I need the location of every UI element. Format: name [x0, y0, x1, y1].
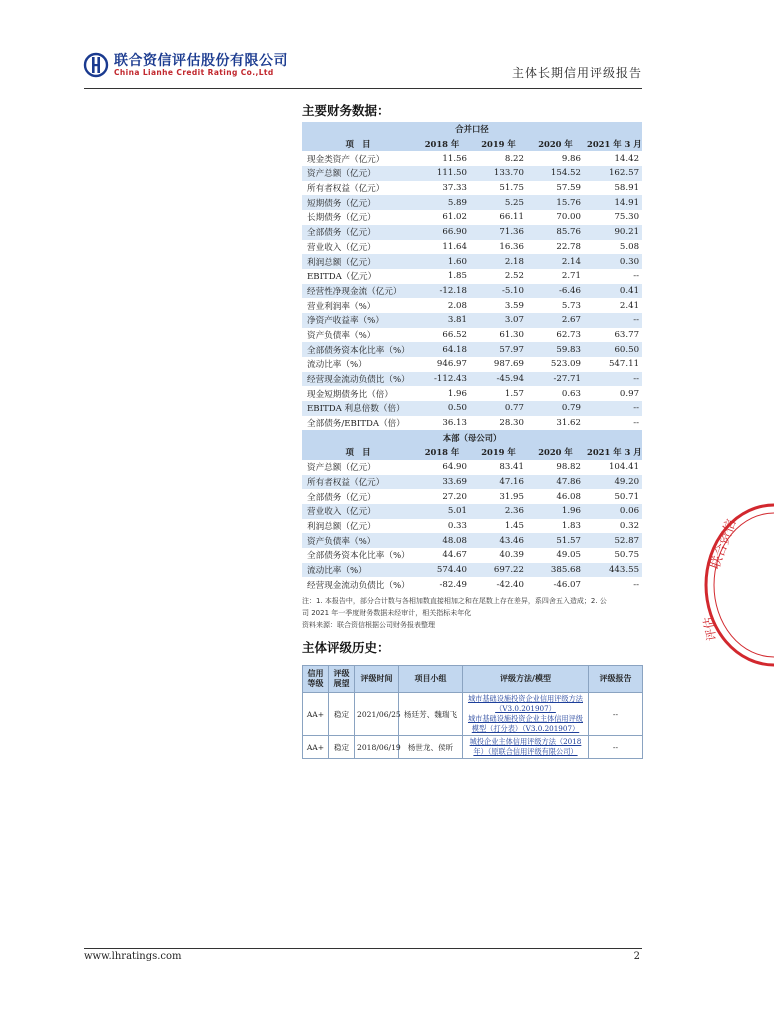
cell-value: 0.97: [619, 388, 640, 399]
table-row: [302, 151, 642, 166]
table-row: [302, 269, 642, 284]
table-row: [302, 504, 642, 519]
table-row: [302, 460, 642, 475]
column-header: 2021 年 3 月: [584, 445, 642, 460]
history-team: 杨廷芳、魏瑞飞: [399, 693, 463, 736]
row-label: 长期债务（亿元）: [307, 213, 376, 224]
column-header: 2019 年: [470, 137, 527, 152]
row-label: 利润总额（亿元）: [307, 521, 376, 532]
cell-value: --: [633, 418, 640, 429]
cell-value: 9.86: [561, 153, 581, 164]
table-row: [302, 548, 642, 563]
column-header: 2019 年: [470, 445, 527, 460]
cell-value: 0.63: [561, 388, 581, 399]
company-name-cn: 联合资信评估股份有限公司: [114, 53, 288, 69]
cell-value: 523.09: [550, 359, 581, 370]
row-label: 现金类资产（亿元）: [307, 154, 385, 165]
cell-value: -6.46: [527, 284, 584, 299]
cell-value: 43.46: [470, 533, 527, 548]
cell-value: 33.69: [414, 475, 470, 490]
financial-data-table: [302, 122, 642, 592]
cell-value: 70.00: [556, 212, 581, 223]
cell-value: 5.08: [619, 241, 640, 252]
cell-value: 1.83: [561, 520, 581, 531]
cell-value: 5.25: [470, 195, 527, 210]
column-header: 项 目: [302, 445, 414, 460]
column-header: 2020 年: [527, 445, 584, 460]
svg-text:联合资信: 联合资信: [707, 517, 740, 572]
table-header-row: [302, 137, 642, 152]
cell-value: 946.97: [436, 359, 467, 370]
cell-value: 98.82: [556, 462, 581, 473]
table-row: [302, 313, 642, 328]
cell-value: 133.70: [470, 166, 527, 181]
table-row: [302, 386, 642, 401]
table-row: [302, 372, 642, 387]
cell-value: -46.07: [553, 579, 581, 590]
cell-value: 15.76: [527, 195, 584, 210]
row-label: 营业收入（亿元）: [302, 504, 414, 519]
cell-value: 8.22: [504, 153, 524, 164]
cell-value: 1.96: [447, 388, 467, 399]
page-number: 2: [633, 951, 640, 962]
cell-value: 987.69: [493, 359, 524, 370]
cell-value: 11.64: [442, 241, 467, 252]
row-label: 全部债务（亿元）: [302, 225, 414, 240]
cell-value: 57.59: [556, 183, 581, 194]
method-link[interactable]: 城市基础设施投资企业信用评级方法（V3.0.201907）: [467, 694, 583, 713]
row-label: 所有者权益（亿元）: [307, 184, 385, 195]
cell-value: 90.21: [584, 225, 642, 240]
rating-history-table: [302, 665, 643, 759]
table-row: [303, 736, 643, 759]
method-link[interactable]: 城市基础设施投资企业主体信用评级模型（打分表）（V3.0.201907）: [467, 714, 583, 733]
cell-value: 0.06: [584, 504, 642, 519]
column-header: 2020 年: [527, 137, 584, 152]
cell-value: 31.62: [556, 418, 581, 429]
history-method: [463, 736, 589, 759]
cell-value: 52.87: [584, 533, 642, 548]
cell-value: -82.49: [439, 579, 467, 590]
history-report: --: [589, 736, 643, 759]
table-row: [302, 166, 642, 181]
column-header: 项目小组: [399, 666, 463, 693]
cell-value: 1.57: [504, 388, 524, 399]
cell-value: 57.97: [470, 342, 527, 357]
row-label: EBITDA（亿元）: [307, 272, 377, 283]
cell-value: 49.20: [584, 475, 642, 490]
table-row: [302, 475, 642, 490]
cell-value: 59.83: [527, 342, 584, 357]
cell-value: 50.71: [614, 491, 640, 502]
table-row: [302, 240, 642, 255]
column-header: 2021 年 3 月: [584, 137, 642, 152]
row-label: 流动比率（%）: [302, 563, 414, 578]
parent-section: [302, 430, 642, 592]
table-row: [302, 284, 642, 299]
website-link[interactable]: www.lhratings.com: [84, 951, 182, 962]
table-row: [302, 489, 642, 504]
row-label: 所有者权益（亿元）: [302, 475, 414, 490]
table-row: [302, 298, 642, 313]
history-date: 2018/06/19: [355, 736, 399, 759]
cell-value: 63.77: [614, 329, 640, 340]
table-row: [302, 519, 642, 534]
row-label: 资产负债率（%）: [302, 533, 414, 548]
cell-value: 0.30: [584, 254, 642, 269]
table-row: [302, 533, 642, 548]
cell-value: 64.18: [414, 342, 470, 357]
cell-value: 443.55: [584, 563, 642, 578]
document-title: 主体长期信用评级报告: [511, 66, 642, 80]
note-line: 司 2021 年一季度财务数据未经审计，相关指标未年化: [302, 609, 472, 617]
cell-value: 0.41: [584, 284, 642, 299]
history-date: 2021/06/25: [355, 693, 399, 736]
cell-value: 0.77: [470, 401, 527, 416]
column-header: 2018 年: [414, 137, 470, 152]
column-header: 2018 年: [414, 445, 470, 460]
cell-value: 75.30: [614, 212, 640, 223]
history-report: --: [589, 693, 643, 736]
cell-value: -42.40: [496, 579, 524, 590]
cell-value: -12.18: [414, 284, 470, 299]
rating-history-title: 主体评级历史：: [302, 640, 390, 655]
cell-value: 0.33: [447, 520, 467, 531]
consolidated-section: [302, 122, 642, 430]
data-source: 资料来源：联合资信根据公司财务报表整理: [302, 621, 435, 629]
cell-value: --: [584, 313, 642, 328]
history-outlook: 稳定: [329, 693, 355, 736]
cell-value: 2.67: [527, 313, 584, 328]
history-grade: AA+: [303, 736, 329, 759]
row-label: 现金短期债务比（倍）: [307, 389, 393, 400]
cell-value: 61.02: [442, 212, 467, 223]
cell-value: 83.41: [499, 462, 524, 473]
cell-value: 16.36: [499, 241, 524, 252]
consolidated-label: 合并口径: [302, 122, 642, 137]
column-header: 信用等级: [303, 666, 329, 693]
cell-value: 28.30: [499, 418, 524, 429]
cell-value: 66.52: [442, 329, 467, 340]
cell-value: -5.10: [470, 284, 527, 299]
method-link[interactable]: 城投企业主体信用评级方法（2018年）（原联合信用评级有限公司）: [469, 737, 582, 756]
cell-value: -45.94: [470, 372, 527, 387]
cell-value: 31.95: [499, 491, 524, 502]
table-row: [302, 210, 642, 225]
column-header: 评级方法/模型: [463, 666, 589, 693]
svg-text:评估: 评估: [700, 615, 719, 642]
table-row: [302, 342, 642, 357]
footer-divider: [84, 948, 642, 949]
cell-value: 1.85: [447, 271, 467, 282]
row-label: 经营现金流动负债比（%）: [307, 580, 410, 591]
cell-value: 47.16: [470, 475, 527, 490]
company-logo-icon: [84, 52, 108, 78]
parent-label-row: [302, 430, 642, 445]
cell-value: 2.14: [527, 254, 584, 269]
history-grade: AA+: [303, 693, 329, 736]
cell-value: 2.08: [447, 300, 467, 311]
cell-value: 0.32: [619, 520, 640, 531]
cell-value: 51.57: [527, 533, 584, 548]
row-label: 全部债务资本化比率（%）: [307, 551, 410, 562]
cell-value: 71.36: [470, 225, 527, 240]
table-row: [302, 254, 642, 269]
company-seal-stamp: [694, 500, 774, 670]
company-name-en: China Lianhe Credit Rating Co.,Ltd: [114, 68, 274, 77]
cell-value: 1.60: [414, 254, 470, 269]
cell-value: 14.42: [614, 153, 640, 164]
cell-value: 85.76: [527, 225, 584, 240]
cell-value: 547.11: [608, 359, 640, 370]
cell-value: 36.13: [442, 418, 467, 429]
cell-value: 61.30: [499, 329, 524, 340]
table-header-row: [303, 666, 643, 693]
main-content: [302, 100, 642, 759]
cell-value: --: [584, 372, 642, 387]
history-outlook: 稳定: [329, 736, 355, 759]
cell-value: -27.71: [527, 372, 584, 387]
cell-value: 66.90: [414, 225, 470, 240]
cell-value: 1.45: [504, 520, 524, 531]
column-header: 评级时间: [355, 666, 399, 693]
cell-value: 0.50: [414, 401, 470, 416]
note-line: 注：1. 本报告中，部分合计数与各相加数直接相加之和在尾数上存在差异，系四舍五入造成；2. 公: [302, 597, 607, 605]
row-label: 资产负债率（%）: [307, 330, 376, 341]
row-label: 资产总额（亿元）: [307, 463, 376, 474]
cell-value: 3.07: [470, 313, 527, 328]
cell-value: 3.81: [414, 313, 470, 328]
row-label: 资产总额（亿元）: [302, 166, 414, 181]
cell-value: 5.89: [414, 195, 470, 210]
table-row: [302, 401, 642, 416]
parent-label: 本部（母公司）: [302, 430, 642, 445]
table-row: [303, 693, 643, 736]
table-header-row: [302, 445, 642, 460]
cell-value: 22.78: [556, 241, 581, 252]
cell-value: 162.57: [584, 166, 642, 181]
cell-value: 2.52: [504, 271, 524, 282]
history-method: [463, 693, 589, 736]
row-label: 全部债务（亿元）: [307, 492, 376, 503]
cell-value: 574.40: [414, 563, 470, 578]
row-label: 净资产收益率（%）: [302, 313, 414, 328]
table-row: [302, 416, 642, 431]
cell-value: 37.33: [442, 183, 467, 194]
cell-value: --: [633, 579, 640, 590]
header-divider: [84, 88, 642, 89]
cell-value: 2.18: [470, 254, 527, 269]
financial-data-title: 主要财务数据：: [302, 103, 390, 118]
cell-value: 104.41: [608, 462, 640, 473]
row-label: 流动比率（%）: [307, 360, 367, 371]
cell-value: 48.08: [414, 533, 470, 548]
cell-value: 58.91: [614, 183, 640, 194]
cell-value: 2.36: [470, 504, 527, 519]
cell-value: 64.90: [442, 462, 467, 473]
cell-value: 111.50: [414, 166, 470, 181]
cell-value: 3.59: [504, 300, 524, 311]
row-label: 全部债务/EBITDA（倍）: [307, 419, 405, 430]
cell-value: -112.43: [414, 372, 470, 387]
cell-value: 49.05: [556, 550, 581, 561]
cell-value: 154.52: [527, 166, 584, 181]
row-label: 经营现金流动负债比（%）: [302, 372, 414, 387]
page-header: [84, 46, 642, 88]
cell-value: 2.41: [619, 300, 640, 311]
cell-value: 1.96: [527, 504, 584, 519]
history-team: 杨世龙、侯昕: [399, 736, 463, 759]
table-row: [302, 181, 642, 196]
column-header: 评级展望: [329, 666, 355, 693]
row-label: 营业收入（亿元）: [307, 242, 376, 253]
table-row: [302, 563, 642, 578]
cell-value: 0.79: [527, 401, 584, 416]
cell-value: 51.75: [499, 183, 524, 194]
row-label: 短期债务（亿元）: [302, 195, 414, 210]
cell-value: 27.20: [442, 491, 467, 502]
cell-value: 697.22: [470, 563, 527, 578]
cell-value: 62.73: [556, 329, 581, 340]
cell-value: 11.56: [442, 153, 467, 164]
row-label: 全部债务资本化比率（%）: [302, 342, 414, 357]
cell-value: 14.91: [584, 195, 642, 210]
row-label: 经营性净现金流（亿元）: [302, 284, 414, 299]
consolidated-label-row: [302, 122, 642, 137]
cell-value: 46.08: [556, 491, 581, 502]
table-row: [302, 577, 642, 592]
cell-value: 5.01: [414, 504, 470, 519]
cell-value: 50.75: [614, 550, 640, 561]
column-header: 评级报告: [589, 666, 643, 693]
cell-value: 385.68: [527, 563, 584, 578]
row-label: EBITDA 利息倍数（倍）: [302, 401, 414, 416]
cell-value: --: [633, 271, 640, 282]
cell-value: 44.67: [442, 550, 467, 561]
cell-value: 60.50: [584, 342, 642, 357]
column-header: 项 目: [302, 137, 414, 152]
cell-value: 5.73: [561, 300, 581, 311]
table-row: [302, 195, 642, 210]
cell-value: 47.86: [527, 475, 584, 490]
row-label: 营业利润率（%）: [307, 301, 376, 312]
table-row: [302, 357, 642, 372]
table-row: [302, 328, 642, 343]
table-row: [302, 225, 642, 240]
table-notes: [302, 595, 642, 631]
cell-value: --: [584, 401, 642, 416]
cell-value: 40.39: [499, 550, 524, 561]
row-label: 利润总额（亿元）: [302, 254, 414, 269]
cell-value: 66.11: [499, 212, 524, 223]
cell-value: 2.71: [561, 271, 581, 282]
